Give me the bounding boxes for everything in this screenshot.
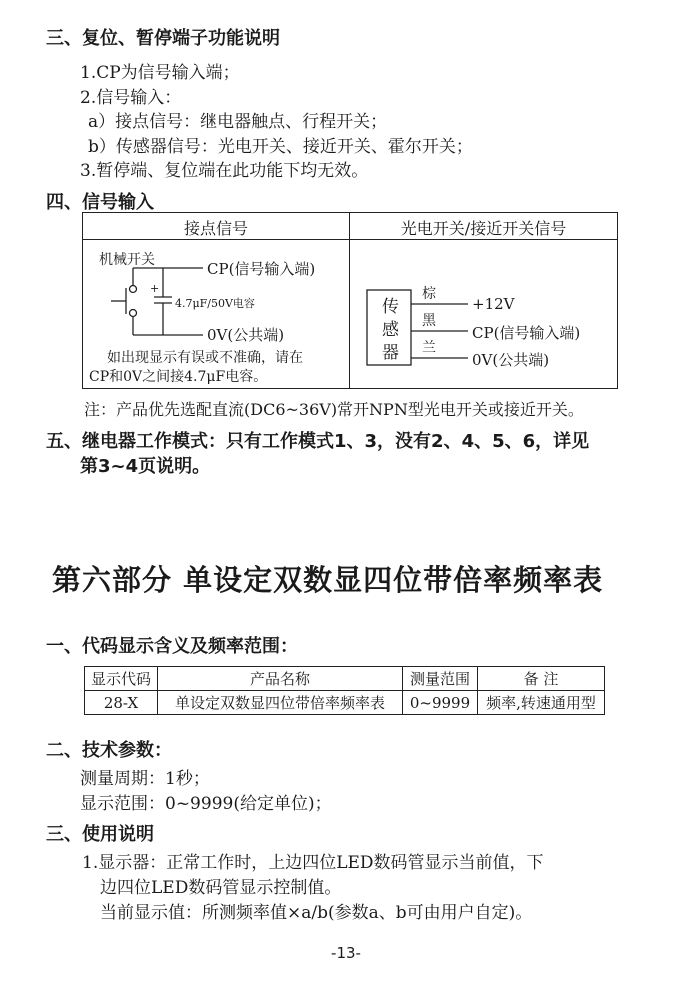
- reset-section-title: 三、复位、暂停端子功能说明: [46, 28, 280, 49]
- reset-item-2: 2.信号输入：: [80, 88, 182, 108]
- usage-line-2: 边四位LED数码管显示控制值。: [100, 878, 342, 898]
- sensor-cp-label: CP(信号输入端): [472, 324, 581, 342]
- tech-line-2: 显示范围：0~9999(给定单位)；: [80, 794, 332, 814]
- reset-item-2b: b）传感器信号：光电开关、接近开关、霍尔开关；: [88, 137, 473, 157]
- signal-section-title: 四、信号输入: [46, 192, 154, 213]
- contact-cp-label: CP(信号输入端): [207, 260, 316, 278]
- mechanical-switch-label: 机械开关: [99, 252, 155, 268]
- tech-line-1: 测量周期：1秒；: [80, 769, 210, 789]
- cell-display-code: 28-X: [85, 691, 158, 715]
- sensor-box-char-2: 感: [382, 320, 399, 340]
- code-section-title: 一、代码显示含义及频率范围：: [46, 636, 298, 657]
- cell-remark: 频率,转速通用型: [478, 691, 605, 715]
- contact-signal-header: 接点信号: [183, 219, 248, 238]
- page-number: -13-: [331, 944, 361, 962]
- part-title: 第六部分 单设定双数显四位带倍率频率表: [52, 563, 604, 597]
- header-display-code: 显示代码: [85, 667, 158, 691]
- wire-color-brown: 棕: [422, 286, 436, 302]
- reset-item-2a: a）接点信号：继电器触点、行程开关；: [88, 112, 388, 132]
- usage-section-title: 三、使用说明: [46, 824, 154, 845]
- sensor-signal-header: 光电开关/接近开关信号: [400, 219, 567, 238]
- signal-diagram-table: [82, 212, 618, 389]
- reset-item-3: 3.暂停端、复位端在此功能下均无效。: [80, 161, 369, 181]
- cell-product-name: 单设定双数显四位带倍率频率表: [158, 691, 403, 715]
- header-remark: 备 注: [478, 667, 605, 691]
- table-row: [85, 691, 605, 715]
- capacitor-plus-mark: +: [150, 282, 160, 295]
- capacitor-note-line2: CP和0V之间接4.7μF电容。: [89, 369, 268, 385]
- usage-line-1: 1.显示器：正常工作时，上边四位LED数码管显示当前值，下: [82, 853, 544, 873]
- relay-mode-line2: 第3~4页说明。: [80, 456, 211, 477]
- cell-range: 0~9999: [403, 691, 478, 715]
- table-header-row: [85, 667, 605, 691]
- tech-section-title: 二、技术参数：: [46, 740, 172, 761]
- sensor-box-char-1: 传: [382, 297, 399, 317]
- header-product-name: 产品名称: [158, 667, 403, 691]
- capacitor-label: 4.7μF/50V电容: [175, 297, 255, 310]
- contact-0v-label: 0V(公共端): [207, 326, 285, 344]
- sensor-12v-label: +12V: [472, 295, 515, 313]
- relay-mode-line1: 五、继电器工作模式：只有工作模式1、3，没有2、4、5、6，详见: [46, 431, 590, 452]
- usage-line-3: 当前显示值：所测频率值×a/b(参数a、b可由用户自定)。: [100, 903, 533, 923]
- reset-item-1: 1.CP为信号输入端；: [80, 63, 240, 83]
- capacitor-note-line1: 如出现显示有误或不准确，请在: [107, 350, 303, 366]
- wire-color-black: 黑: [422, 313, 436, 329]
- signal-note: 注：产品优先选配直流(DC6~36V)常开NPN型光电开关或接近开关。: [84, 400, 584, 419]
- sensor-box-char-3: 器: [382, 343, 399, 363]
- wire-color-blue: 兰: [422, 340, 436, 356]
- sensor-0v-label: 0V(公共端): [472, 351, 550, 369]
- header-range: 测量范围: [403, 667, 478, 691]
- product-table: [84, 666, 605, 715]
